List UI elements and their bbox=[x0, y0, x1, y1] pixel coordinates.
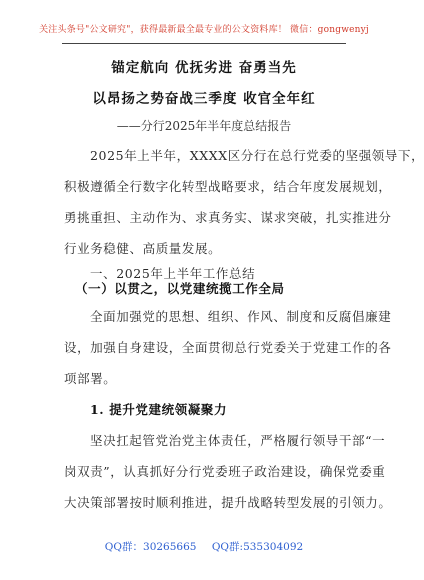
paragraph-line: 全面加强党的思想、组织、作风、制度和反腐倡廉建 bbox=[90, 309, 392, 324]
subtitle: ——分行2025年半年度总结报告 bbox=[116, 119, 292, 133]
paragraph-line: 大决策部署按时顺利推进，提升战略转型发展的引领力。 bbox=[64, 495, 392, 510]
title-line-2: 以昂扬之势奋战三季度 收官全年红 bbox=[92, 91, 316, 107]
paragraph-line: 勇挑重担、主动作为、求真务实、谋求突破，扎实推进分 bbox=[64, 210, 392, 225]
section-heading: 一、2025年上半年工作总结 bbox=[90, 266, 256, 281]
footer bbox=[0, 539, 408, 554]
footer-qq-group-1: QQ群：30265665 bbox=[104, 541, 197, 553]
paragraph-line: 岗双责”，认真抓好分行党委班子政治建设，确保党委重 bbox=[64, 464, 386, 479]
paragraph-line: 项部署。 bbox=[64, 371, 117, 386]
paragraph-line: 2025年上半年，XXXX区分行在总行党委的坚强领导下， bbox=[90, 148, 424, 163]
paragraph-line: 坚决扛起管党治党主体责任，严格履行领导干部“一 bbox=[90, 433, 386, 448]
footer-qq-group-2: QQ群:535304092 bbox=[211, 541, 304, 553]
paragraph-line: 设，加强自身建设，全面贯彻总行党委关于党建工作的各 bbox=[64, 340, 392, 355]
title-line-1: 锚定航向 优抚劣进 奋勇当先 bbox=[111, 60, 297, 76]
header-note: 关注头条号"公文研究"，获得最新最全最专业的公文资料库！ 微信：gongwenyj bbox=[39, 25, 369, 35]
paragraph-line: 积极遵循全行数字化转型战略要求，结合年度发展规划， bbox=[64, 179, 392, 194]
paragraph-line: 行业务稳健、高质量发展。 bbox=[64, 241, 222, 256]
header-divider bbox=[62, 43, 346, 44]
item-heading: 1. 提升党建统领凝聚力 bbox=[90, 402, 228, 417]
subsection-heading: （一）以贯之，以党建统揽工作全局 bbox=[75, 281, 285, 296]
